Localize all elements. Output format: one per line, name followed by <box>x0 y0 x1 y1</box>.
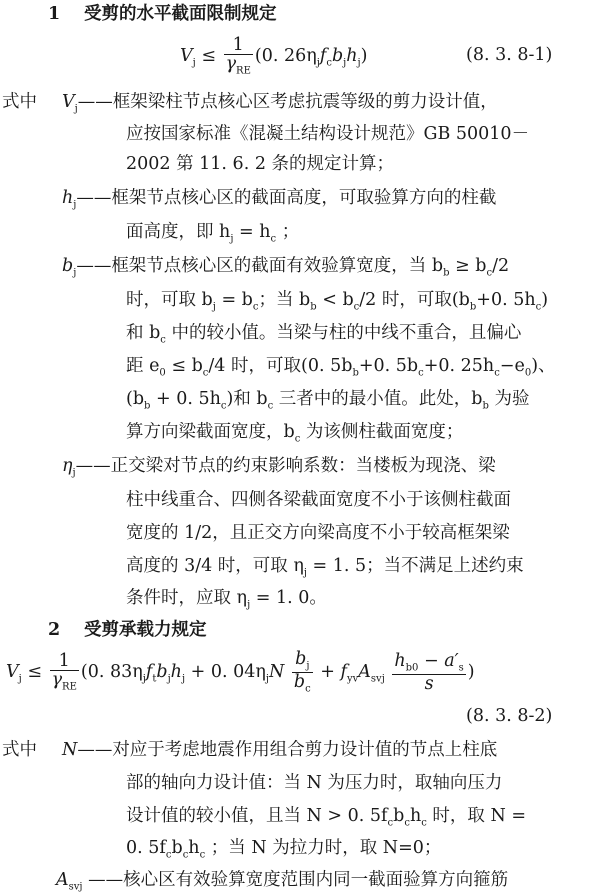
term-subscript: c <box>421 817 427 829</box>
definition-text: ——正交梁对节点的约束影响系数：当楼板为现浇、梁 <box>75 456 496 476</box>
formula-term: ) <box>360 46 368 67</box>
definition-text: h <box>409 806 422 826</box>
formula-subscript: j <box>265 673 269 685</box>
definition-text: +0. 5h <box>476 290 536 310</box>
formula-symbol: V <box>180 46 193 67</box>
formula-symbol: A <box>358 662 371 682</box>
definition-text <box>126 840 441 861</box>
definition-bj <box>62 258 509 279</box>
where-label: 式中 <box>2 92 37 112</box>
definition-text: ——对应于考虑地震作用组合剪力设计值的节点上柱底 <box>77 740 498 760</box>
definition-text: ；当 N 为拉力时，取 N=0； <box>205 838 442 858</box>
definition-text: ——框架节点核心区的截面高度，可取验算方向的柱截 <box>76 188 497 208</box>
definition-text: )、 <box>531 356 556 376</box>
definition-text <box>126 325 521 346</box>
definition-text <box>126 358 556 379</box>
term-subscript: c <box>270 233 277 245</box>
term-subscript: j <box>247 599 251 611</box>
formula-subscript: c <box>305 683 311 695</box>
term-subscript: c <box>182 849 189 861</box>
formula-relation: ≤ <box>27 662 42 682</box>
term-subscript: c <box>199 849 206 861</box>
definition-text: /4 时，可取(0. 5b <box>208 356 353 376</box>
formula-subscript: j <box>343 57 347 69</box>
definition-text: 距 e <box>126 356 160 376</box>
fraction-numerator <box>292 650 313 673</box>
term-symbol: V <box>62 92 75 112</box>
formula-symbol: h <box>346 46 358 67</box>
term-subscript: b <box>310 301 317 313</box>
definition-text: ；当 b <box>258 290 311 310</box>
term-subscript: b <box>144 400 151 412</box>
formula-8-3-8-2 <box>6 650 475 695</box>
definition-text: ) <box>541 290 549 310</box>
formula-subscript: s <box>458 662 464 674</box>
definition-text: 高度的 3/4 时，可取 η <box>126 556 304 576</box>
definition-text: (b <box>126 389 145 409</box>
formula-symbol: b <box>293 672 306 692</box>
term-symbol: A <box>56 870 69 890</box>
section-title: 受剪承载力规定 <box>84 620 207 640</box>
definition-text: 条件时，应取 η <box>126 588 248 608</box>
formula-symbol: h <box>394 650 406 671</box>
term-subscript: j <box>73 199 77 211</box>
fraction-denominator <box>224 55 253 77</box>
term-subscript: c <box>252 301 259 313</box>
definition-text <box>126 808 526 829</box>
definition-text: = 1. 0。 <box>250 588 327 608</box>
definition-n <box>62 742 497 760</box>
formula-subscript: j <box>357 57 361 69</box>
formula-symbol: − a′ <box>418 650 459 671</box>
section-2-heading <box>0 622 207 640</box>
definition-eta <box>62 458 496 479</box>
definition-text: ≤ b <box>165 356 203 376</box>
definition-text <box>126 558 524 579</box>
definition-text: = h <box>233 222 271 242</box>
formula-symbol: γ <box>225 54 237 75</box>
term-subscript: c <box>418 367 424 379</box>
formula-term: + 0. 04η <box>185 662 266 682</box>
formula-8-3-8-1 <box>180 36 367 77</box>
section-title: 受剪的水平截面限制规定 <box>84 4 277 24</box>
term-symbol: b <box>62 256 74 276</box>
definition-text: ； <box>276 222 300 242</box>
formula-subscript: j <box>316 57 320 69</box>
term-subscript: b <box>352 367 359 379</box>
term-symbol: η <box>62 456 73 476</box>
definition-text: 为验 <box>488 389 530 409</box>
formula-symbol: b <box>156 662 168 682</box>
formula-term: (0. 26η <box>254 46 317 67</box>
definition-text: ——框架节点核心区的截面有效验算宽度，当 b <box>76 256 444 276</box>
definition-text <box>126 391 529 412</box>
definition-text <box>126 224 299 245</box>
formula-subscript: RE <box>236 65 251 77</box>
term-subscript: j <box>303 567 307 579</box>
formula-subscript: b0 <box>405 662 419 674</box>
definition-text: )和 b <box>226 389 268 409</box>
definition-text: +0. 25h <box>423 356 495 376</box>
formula-symbol: f <box>319 46 327 67</box>
term-subscript: c <box>535 301 542 313</box>
formula-fraction <box>50 652 79 693</box>
definition-text: b <box>171 838 183 858</box>
definition-text: 和 b <box>126 323 161 343</box>
definition-text <box>126 590 327 611</box>
definition-text: 面高度，即 h <box>126 222 231 242</box>
term-subscript: 0 <box>524 367 532 379</box>
section-number: 1 <box>48 4 61 24</box>
definition-text: 时，取 N = <box>426 806 527 826</box>
definition-text: b <box>393 806 405 826</box>
definition-text: 算方向梁截面宽度，b <box>126 422 295 442</box>
term-subscript: c <box>160 334 166 346</box>
formula-symbol: V <box>6 662 19 682</box>
definition-text: 时，可取 b <box>126 290 213 310</box>
term-symbol: h <box>62 188 74 208</box>
term-subscript: b <box>482 400 489 412</box>
fraction-numerator: 1 <box>50 652 79 671</box>
fraction-denominator: s <box>424 673 434 694</box>
formula-term: (0. 83η <box>80 662 143 682</box>
formula-term: ) <box>467 662 475 682</box>
definition-text: 部的轴向力设计值：当 N 为压力时，取轴向压力 <box>126 773 503 793</box>
definition-text: 柱中线重合、四侧各梁截面宽度不小于该侧柱截面 <box>126 490 511 510</box>
formula-fraction <box>224 36 253 77</box>
definition-text: 为该侧柱截面宽度； <box>300 422 464 442</box>
definition-text: 中的较小值。当梁与柱的中线不重合，且偏心 <box>165 323 522 343</box>
formula-symbol: f <box>145 662 153 682</box>
equation-number: (8. 3. 8-1) <box>466 45 553 65</box>
term-subscript: c <box>202 367 209 379</box>
definition-text: = b <box>215 290 253 310</box>
term-subscript: j <box>212 301 216 313</box>
formula-subscript: RE <box>62 681 77 693</box>
term-subscript: j <box>230 233 234 245</box>
definition-asvj <box>56 872 508 893</box>
fraction-numerator: 1 <box>224 36 253 55</box>
term-subscript: c <box>267 400 274 412</box>
definition-text: = 1. 5；当不满足上述约束 <box>306 556 524 576</box>
term-symbol: N <box>62 740 78 760</box>
definition-text: +0. 5b <box>358 356 419 376</box>
definition-hj <box>62 190 496 211</box>
term-subscript: svj <box>68 881 83 893</box>
term-subscript: c <box>353 301 360 313</box>
definition-text: < b <box>316 290 354 310</box>
section-number: 2 <box>48 620 61 640</box>
term-subscript: b <box>443 267 450 279</box>
fraction-numerator <box>392 652 465 675</box>
definition-text: /2 时，可取(b <box>359 290 470 310</box>
definition-text: /2 <box>492 256 510 276</box>
definition-text <box>126 424 463 445</box>
term-subscript: c <box>494 367 500 379</box>
fraction-denominator <box>50 671 79 693</box>
formula-subscript: j <box>167 673 171 685</box>
formula-fraction <box>392 652 465 693</box>
formula-subscript: j <box>306 660 310 672</box>
formula-subscript: yv <box>346 673 359 685</box>
section-1-heading <box>0 6 277 24</box>
formula-fraction <box>292 650 313 695</box>
definition-text: 应按国家标准《混凝土结构设计规范》GB 50010－ <box>126 124 530 144</box>
definition-text <box>126 292 548 313</box>
term-subscript: c <box>165 849 172 861</box>
term-subscript: c <box>294 433 301 445</box>
definition-text: ≥ b <box>449 256 487 276</box>
formula-symbol: b <box>331 46 344 67</box>
formula-relation: ≤ <box>201 46 216 67</box>
term-subscript: j <box>74 103 78 115</box>
definition-text: ——核心区有效验算宽度范围内同一截面验算方向箍筋 <box>82 870 509 890</box>
definition-text: 三者中的最小值。此处，b <box>273 389 483 409</box>
formula-symbol: b <box>295 649 307 669</box>
formula-symbol: γ <box>51 670 63 691</box>
definition-text: 宽度的 1/2，且正交方向梁高度不小于较高框架梁 <box>126 523 510 543</box>
definition-text: −e <box>499 356 525 376</box>
formula-term: + f <box>314 662 347 682</box>
definition-text: + 0. 5h <box>150 389 221 409</box>
term-subscript: c <box>220 400 227 412</box>
formula-subscript: c <box>326 57 332 69</box>
term-subscript: j <box>72 467 76 479</box>
term-subscript: b <box>469 301 477 313</box>
formula-symbol: N <box>268 662 285 682</box>
term-subscript: c <box>404 817 410 829</box>
definition-vj <box>62 94 498 115</box>
fraction-denominator <box>292 673 313 695</box>
term-subscript: j <box>73 267 77 279</box>
formula-subscript: j <box>142 673 146 685</box>
formula-subscript: j <box>18 673 22 685</box>
term-subscript: 0 <box>159 367 166 379</box>
formula-subscript: svj <box>370 673 385 685</box>
definition-text: 2002 第 11. 6. 2 条的规定计算； <box>126 154 395 174</box>
formula-subscript: j <box>181 673 186 685</box>
formula-subscript: j <box>192 57 196 69</box>
where-label: 式中 <box>2 740 37 760</box>
term-subscript: c <box>486 267 493 279</box>
formula-subscript: t <box>152 673 157 685</box>
formula-symbol: h <box>170 662 182 682</box>
definition-text: 设计值的较小值，且当 N > 0. 5f <box>126 806 388 826</box>
equation-number: (8. 3. 8-2) <box>466 706 553 726</box>
definition-text: h <box>188 838 200 858</box>
term-subscript: c <box>387 817 394 829</box>
definition-text: 0. 5f <box>126 838 166 858</box>
definition-text: ——框架梁柱节点核心区考虑抗震等级的剪力设计值， <box>77 92 498 112</box>
